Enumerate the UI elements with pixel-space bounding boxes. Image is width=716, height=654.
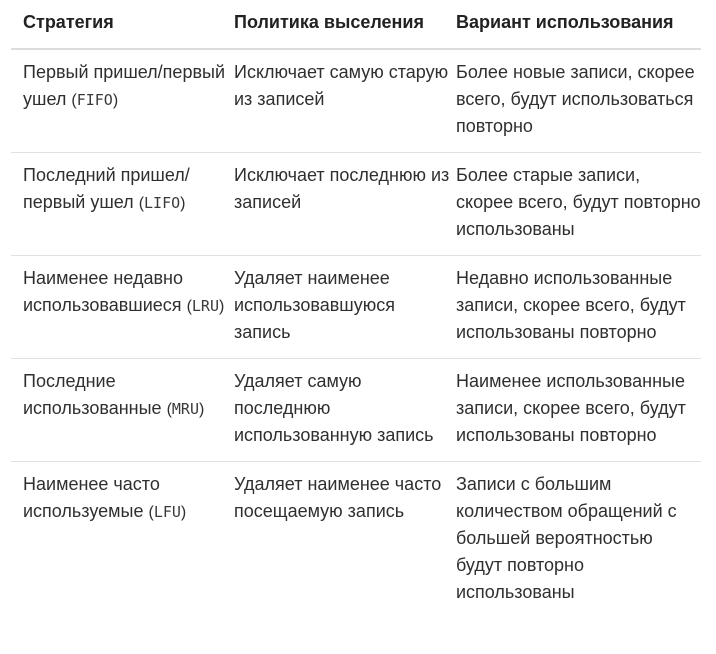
use-case-cell: Более старые записи, скорее всего, будут повторно использованы: [456, 153, 701, 256]
table-row: [11, 256, 701, 359]
abbr-open-paren: (: [138, 195, 145, 212]
abbr-open-paren: (: [186, 298, 192, 315]
policy-cell: Удаляет наименее часто посещаемую запись: [234, 474, 442, 521]
strategy-cell: [11, 359, 234, 462]
header-strategy: Стратегия: [11, 0, 234, 49]
abbr-close-paren: ): [180, 195, 186, 212]
table-row: [11, 359, 701, 462]
strategy-name: Наименее часто используемые: [23, 474, 160, 521]
policy-cell: Удаляет наименее использовавшуюся запись: [234, 256, 456, 359]
strategy-abbr: LFU: [153, 503, 181, 521]
abbr-close-paren: ): [112, 92, 119, 109]
table-row: [11, 153, 701, 256]
strategy-abbr: FIFO: [76, 91, 113, 109]
abbr-open-paren: (: [71, 92, 77, 109]
strategy-cell: [11, 49, 234, 153]
policy-cell: Исключает самую старую из записей: [234, 49, 456, 153]
use-case-cell: Недавно использованные записи, скорее всего, будут использованы повторно: [456, 256, 701, 359]
header-eviction-policy: Политика выселения: [234, 0, 456, 49]
strategy-name: Первый пришел/первый ушел: [23, 62, 226, 109]
strategy-cell: [11, 462, 234, 619]
strategy-name: Последние использованные: [23, 371, 162, 418]
strategy-abbr: MRU: [171, 400, 199, 418]
policy-cell: Исключает последнюю из записей: [234, 153, 456, 256]
abbr-close-paren: ): [199, 401, 205, 418]
strategy-name: Наименее недавно использовавшиеся: [23, 268, 183, 315]
strategy-cell: [11, 256, 234, 359]
table-body: [11, 49, 701, 618]
abbr-close-paren: ): [218, 298, 225, 315]
strategy-abbr: LIFO: [144, 194, 181, 212]
header-use-case: Вариант использования: [456, 0, 701, 49]
table-row: [11, 49, 701, 153]
abbr-open-paren: (: [148, 504, 154, 521]
strategy-abbr: LRU: [191, 297, 219, 315]
table-row: [11, 462, 701, 619]
table-header: [11, 0, 701, 49]
use-case-cell: Наименее использованные записи, скорее всего, будут использованы повторно: [456, 359, 701, 462]
header-row: [11, 0, 701, 49]
abbr-close-paren: ): [180, 504, 187, 521]
strategy-cell: [11, 153, 234, 256]
strategy-name: Последний пришел/первый ушел: [23, 165, 190, 212]
use-case-cell: Записи с большим количеством обращений с большей вероятностью будут повторно использованы: [456, 474, 677, 602]
use-case-cell: Более новые записи, скорее всего, будут использоваться повторно: [456, 49, 701, 153]
cache-strategies-table: [11, 0, 701, 618]
abbr-open-paren: (: [166, 401, 172, 418]
policy-cell: Удаляет самую последнюю использованную запись: [234, 359, 456, 462]
